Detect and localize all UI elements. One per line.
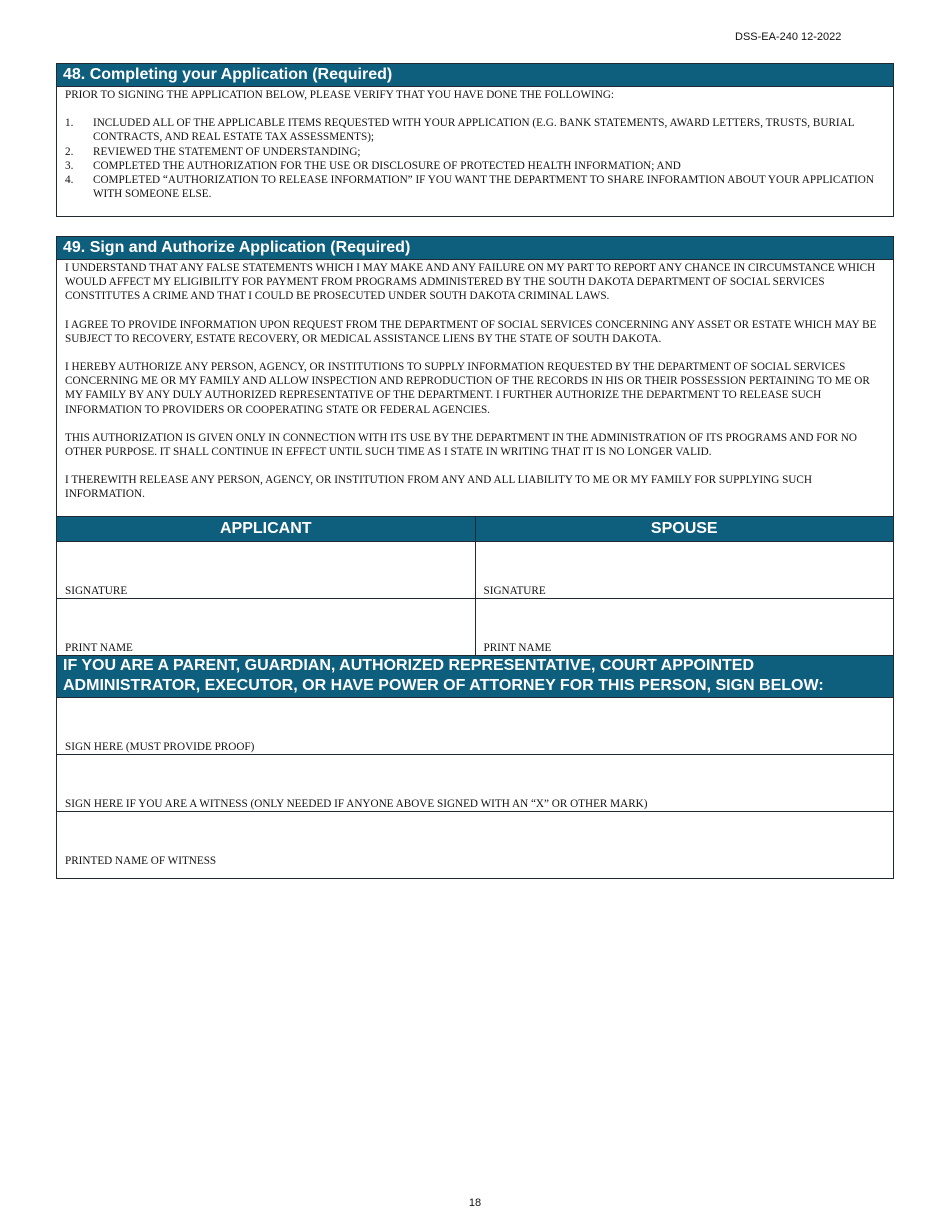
checklist-item	[65, 145, 885, 159]
authorization-paragraph: I AGREE TO PROVIDE INFORMATION UPON REQUEST FROM THE DEPARTMENT OF SOCIAL SERVICES CONCERNING ANY ASSET OR ESTATE WHICH MAY BE SUBJECT TO RECOVERY, ESTATE RECOVERY, OR MEDICAL ASSISTANCE LIENS BY THE STATE OF SOUTH DAKOTA.	[65, 318, 877, 345]
checklist-item	[65, 173, 885, 201]
section-48-intro: PRIOR TO SIGNING THE APPLICATION BELOW, PLEASE VERIFY THAT YOU HAVE DONE THE FOLLOWING:	[65, 89, 615, 101]
signature-row	[57, 542, 893, 599]
item-number: 3.	[65, 159, 74, 172]
item-text: REVIEWED THE STATEMENT OF UNDERSTANDING;	[93, 145, 361, 158]
checklist-item	[65, 116, 885, 144]
print-name-label: PRINT NAME	[483, 641, 552, 654]
print-name-label: PRINT NAME	[65, 641, 133, 654]
authorization-paragraph: I HEREBY AUTHORIZE ANY PERSON, AGENCY, OR INSTITUTIONS TO SUPPLY INFORMATION REQUESTED BY THE DEPARTMENT OF SOCIAL SERVICES CONCERNING ME OR MY FAMILY AND ALLOW INSPECTION AND REPRODUCTION OF THE RECORDS IN HIS OR THEIR POSSESSION PERTAINING TO ME OR MY FAMILY BY ANY DULY AUTHORIZED REPRESENTATIVE OF THE DEPARTMENT. I FURTHER AUTHORIZE THE DEPARTMENT TO RELEASE SUCH INFORMATION TO PROVIDERS OR COOPERATING STATE OR FEDERAL AGENCIES.	[65, 361, 870, 416]
item-number: 2.	[65, 145, 74, 158]
applicant-signature-field[interactable]	[57, 542, 475, 598]
spouse-signature-field[interactable]	[475, 542, 894, 598]
applicant-header: APPLICANT	[219, 519, 312, 537]
checklist	[65, 116, 885, 201]
witness-name-field[interactable]	[57, 812, 893, 868]
spouse-print-name-field[interactable]	[475, 599, 894, 655]
section-49	[56, 236, 894, 879]
item-number: 4.	[65, 174, 74, 187]
print-name-row	[57, 599, 893, 656]
authorization-paragraph: THIS AUTHORIZATION IS GIVEN ONLY IN CONNECTION WITH ITS USE BY THE DEPARTMENT IN THE ADMINISTRATION OF ITS PROGRAMS AND FOR NO OTHER PURPOSE. IT SHALL CONTINUE IN EFFECT UNTIL SUCH TIME AS I STATE IN WRITING THAT IT IS NO LONGER VALID.	[65, 431, 858, 459]
section-48	[56, 63, 894, 217]
item-number: 1.	[65, 117, 74, 130]
applicant-print-name-field[interactable]	[57, 599, 475, 655]
form-id: DSS-EA-240 12-2022	[735, 31, 842, 43]
signature-label: SIGNATURE	[483, 584, 546, 597]
witness-signature-field[interactable]	[57, 755, 893, 812]
authorization-paragraph: I THEREWITH RELEASE ANY PERSON, AGENCY, OR INSTITUTION FROM ANY AND ALL LIABILITY TO ME OR MY FAMILY FOR SUPPLYING SUCH INFORMATION.	[65, 474, 812, 501]
representative-header: IF YOU ARE A PARENT, GUARDIAN, AUTHORIZED REPRESENTATIVE, COURT APPOINTED ADMINISTRATOR, EXECUTOR, OR HAVE POWER OF ATTORNEY FOR THIS PERSON, SIGN BELOW:	[57, 656, 893, 698]
page-number: 18	[468, 1197, 482, 1209]
witness-name-label: PRINTED NAME OF WITNESS	[65, 854, 217, 867]
item-text: INCLUDED ALL OF THE APPLICABLE ITEMS REQUESTED WITH YOUR APPLICATION (E.G. BANK STATEMENTS, AWARD LETTERS, TRUSTS, BURIAL CONTRACTS, AND REAL ESTATE TAX ASSESSMENTS);	[93, 117, 855, 144]
representative-signature-field[interactable]	[57, 698, 893, 755]
item-text: COMPLETED THE AUTHORIZATION FOR THE USE OR DISCLOSURE OF PROTECTED HEALTH INFORMATION; AND	[93, 159, 681, 172]
sign-here-label: SIGN HERE (MUST PROVIDE PROOF)	[65, 740, 255, 753]
witness-label: SIGN HERE IF YOU ARE A WITNESS (ONLY NEEDED IF ANYONE ABOVE SIGNED WITH AN “X” OR OTHER MARK)	[65, 797, 648, 810]
section-49-title: 49. Sign and Authorize Application (Required)	[57, 237, 893, 260]
section-48-title: 48. Completing your Application (Required)	[57, 64, 893, 87]
authorization-paragraph: I UNDERSTAND THAT ANY FALSE STATEMENTS WHICH I MAY MAKE AND ANY FAILURE ON MY PART TO REPORT ANY CHANCE IN CIRCUMSTANCE WHICH WOULD AFFECT MY ELIGIBILITY FOR PAYMENT FROM PROGRAMS ADMINISTERED BY THE SOUTH DAKOTA DEPARTMENT OF SOCIAL SERVICES CONSTITUTES A CRIME AND THAT I COULD BE PROSECUTED UNDER SOUTH DAKOTA CRIMINAL LAWS.	[65, 262, 876, 303]
checklist-item	[65, 159, 885, 173]
signature-label: SIGNATURE	[65, 584, 128, 597]
spouse-header: SPOUSE	[475, 517, 894, 541]
signature-header-row	[57, 516, 893, 542]
item-text: COMPLETED “AUTHORIZATION TO RELEASE INFORMATION” IF YOU WANT THE DEPARTMENT TO SHARE INFORAMTION ABOUT YOUR APPLICATION WITH SOMEONE ELSE.	[93, 174, 874, 201]
